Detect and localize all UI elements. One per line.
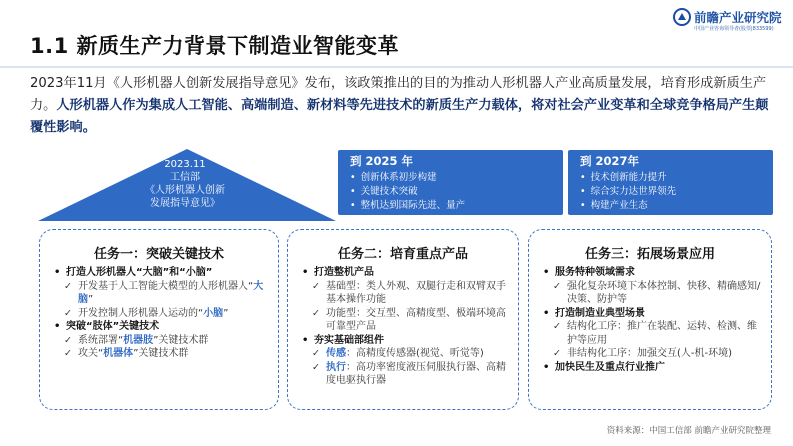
task-text: ：高精度传感器(视觉、听觉等)	[346, 348, 484, 359]
goal-box-2025	[338, 150, 563, 215]
task-text: ”关键技术群	[133, 348, 189, 359]
highlight-text: 执行	[326, 361, 346, 373]
task-text: 突破“肢体”关键技术	[66, 321, 160, 332]
goal-item: • 构建产业生态	[580, 199, 773, 213]
task-text: 开发基于人工智能大模型的人形机器人“	[78, 280, 254, 292]
task-text: 非结构化工序：加强交互(人-机-环境)	[567, 348, 733, 359]
task-heading	[54, 266, 270, 280]
task-panel-title: 任务二：培育重点产品	[337, 247, 468, 262]
goal-item: • 创新体系初步构建	[350, 171, 563, 185]
title-divider	[0, 66, 793, 68]
task-text: 系统部署“	[78, 334, 124, 346]
task-subitem	[302, 280, 510, 307]
task-heading	[54, 320, 270, 334]
logo-mark-icon	[673, 8, 691, 26]
task-text: 攻关“	[78, 348, 104, 359]
goal-item: • 关键技术突破	[350, 185, 563, 199]
goal-box-header: 到 2027年	[580, 154, 640, 168]
timeline-doc-line2: 发展指导意见》	[150, 198, 220, 209]
task-heading	[543, 266, 763, 280]
source-note: 资料来源：中国工信部 前瞻产业研究院整理	[606, 426, 771, 436]
task-subitem	[302, 347, 510, 361]
task-text: 加快民生及重点行业推广	[555, 361, 665, 373]
intro-paragraph	[30, 73, 775, 139]
task-text: 打造人形机器人“大脑”和“小脑”	[66, 267, 213, 278]
timeline-doc-line1: 《人形机器人创新	[145, 185, 225, 196]
task-heading	[302, 266, 510, 280]
task-subitem	[54, 334, 270, 348]
task-subitem	[54, 307, 270, 321]
task-panel-3	[528, 229, 772, 410]
intro-plain: 2023年11月《人形机器人创新发展指导意见》发布，该政策推出的目的为推动人形机器人产业高质量发展，培育形成新质生产力。	[30, 76, 767, 113]
task-text: 打造整机产品	[314, 267, 374, 278]
highlight-text: 小脑	[203, 307, 224, 319]
task-panel-title: 任务三：拓展场景应用	[584, 247, 715, 262]
goal-box-2027	[568, 150, 773, 215]
task-heading	[543, 361, 763, 375]
task-list	[529, 266, 771, 374]
logo-name: 前瞻产业研究院	[694, 10, 782, 25]
task-subitem	[54, 280, 270, 307]
task-text: 功能型：交互型、高精度型、极端环境高可靠型产品	[326, 307, 506, 332]
task-heading	[302, 334, 510, 348]
highlight-text: 机器体	[103, 348, 134, 359]
logo-tagline: 中国产业咨询领导者(股票|833599)	[694, 26, 774, 32]
task-text: 服务特种领域需求	[555, 267, 635, 278]
goal-item: • 综合实力达世界领先	[580, 185, 773, 199]
task-subitem	[302, 307, 510, 334]
task-text: ：高功率密度液压伺服执行器、高精度电驱执行器	[326, 361, 506, 386]
task-subitem	[54, 347, 270, 361]
highlight-text: 机器肢	[123, 334, 154, 346]
task-text: 开发控制人形机器人运动的“	[78, 307, 204, 319]
task-text: 结构化工序：推广在装配、运转、检测、维护等应用	[567, 321, 757, 346]
task-text: ”	[223, 307, 229, 319]
task-list	[40, 266, 278, 361]
timeline-org: 工信部	[170, 172, 200, 183]
task-subitem	[543, 280, 763, 307]
task-text: 夯实基础部组件	[314, 334, 384, 346]
brand-logo	[673, 6, 785, 38]
task-text: 强化复杂环境下本体控制、快移、精确感知/决策、防护等	[567, 280, 761, 305]
goal-item: • 技术创新能力提升	[580, 171, 773, 185]
timeline-date: 2023.11	[164, 159, 206, 170]
goal-box-header: 到 2025 年	[350, 154, 414, 168]
timeline-origin	[95, 158, 275, 210]
task-subitem	[543, 347, 763, 361]
task-text: ”	[88, 294, 94, 305]
page-title: 1.1 新质生产力背景下制造业智能变革	[30, 34, 400, 58]
task-panel-1	[39, 229, 279, 410]
goal-item: • 整机达到国际先进、量产	[350, 199, 563, 213]
highlight-text: 大脑	[78, 280, 264, 305]
task-panel-2	[287, 229, 519, 410]
task-text: 打造制造业典型场景	[555, 307, 645, 319]
task-heading	[543, 307, 763, 321]
highlight-text: 传感	[326, 348, 346, 359]
task-text: 基础型：类人外观、双腿行走和双臂双手基本操作功能	[326, 280, 506, 305]
task-subitem	[543, 320, 763, 347]
task-text: ”关键技术群	[153, 334, 209, 346]
task-subitem	[302, 361, 510, 388]
intro-bold: 人形机器人作为集成人工智能、高端制造、新材料等先进技术的新质生产力载体，将对社会产业变革和全球竞争格局产生颠覆性影响。	[30, 98, 769, 135]
task-panel-title: 任务一：突破关键技术	[93, 247, 224, 262]
task-list	[288, 266, 518, 388]
